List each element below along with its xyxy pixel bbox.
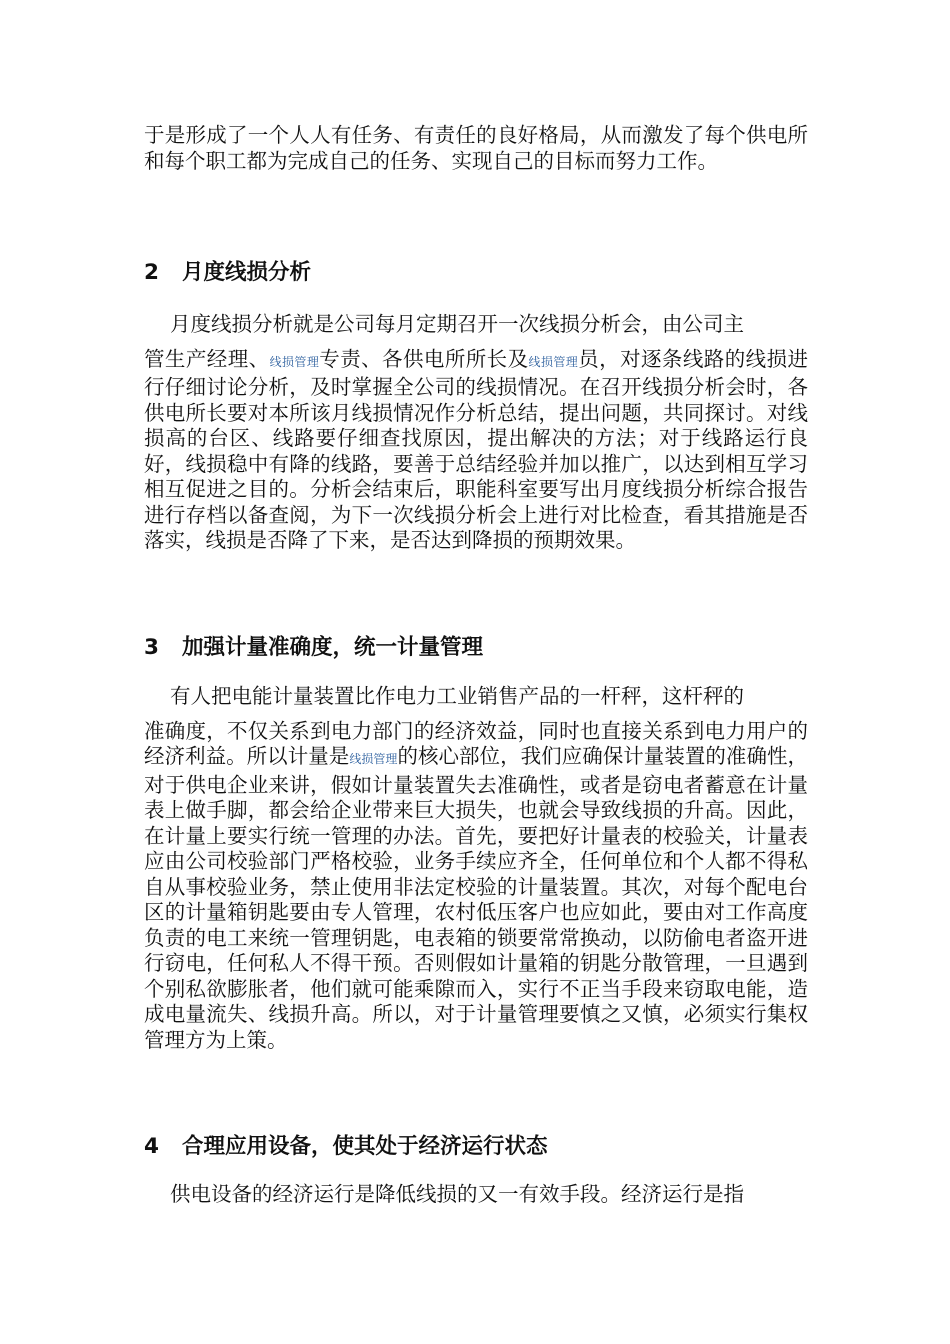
text-run: 员，对逐条线路的线损进行仔细讨论分析，及时掌握全公司的线损情况。在召开线损分析会时，各供电所长要对本所该月线损情况作分析总结，提出问题，共同探讨。对线损高的台区、线路要仔细查找原因，提出解决的方法；对于线路运行良好，线损稳中有降的线路，要善于总结经验并加以推广，以达到相互学习相互促进之目的。分析会结束后，职能科室要写出月度线损分析综合报告进行存档以备查阅，为下一次线损分析会上进行对比检查，看其措施是否落实，线损是否降了下来，是否达到降损的预期效果。 — [144, 346, 808, 552]
line-loss-management-link[interactable]: 线损管理 — [528, 354, 579, 369]
paragraph-first-line: 供电设备的经济运行是降低线损的又一有效手段。经济运行是指 — [170, 1182, 744, 1206]
line-loss-management-link[interactable]: 线损管理 — [349, 752, 398, 766]
section-heading-2 — [144, 259, 808, 287]
section-number: 2 — [144, 260, 159, 285]
section-number: 3 — [144, 635, 159, 660]
paragraph-first-line: 有人把电能计量装置比作电力工业销售产品的一杆秤，这杆秤的 — [170, 684, 744, 708]
paragraph-metering — [144, 684, 808, 1053]
text-run: 专责、各供电所所长及 — [319, 346, 529, 371]
line-loss-management-link[interactable]: 线损管理 — [269, 354, 320, 369]
section-title: 合理应用设备，使其处于经济运行状态 — [182, 1134, 548, 1159]
section-title: 加强计量准确度，统一计量管理 — [182, 635, 484, 660]
text-run: 管生产经理、 — [144, 346, 270, 371]
text-run: 准确度，不仅关系到电力部门的经济效益，同时也直接关系到电力用户的经济利益。所以计量是 — [144, 718, 808, 768]
section-heading-4 — [144, 1133, 808, 1161]
paragraph-first-line: 月度线损分析就是公司每月定期召开一次线损分析会，由公司主 — [170, 312, 744, 336]
text-run: 的核心部位，我们应确保计量装置的准确性，对于供电企业来讲，假如计量装置失去准确性，或者是窃电者蓄意在计量表上做手脚，都会给企业带来巨大损失，也就会导致线损的升高。因此，在计量上要实行统一管理的办法。首先，要把好计量表的校验关，计量表应由公司校验部门严格校验，业务手续应齐全，任何单位和个人都不得私自从事校验业务，禁止使用非法定校验的计量装置。其次，对每个配电台区的计量箱钥匙要由专人管理，农村低压客户也应如此，要由对工作高度负责的电工来统一管理钥匙，电表箱的锁要常常换动，以防偷电者盗开进行窃电，任何私人不得干预。否则假如计量箱的钥匙分散管理，一旦遇到个别私欲膨胀者，他们就可能乘隙而入，实行不正当手段来窃取电能，造成电量流失、线损升高。所以，对于计量管理要慎之又慎，必须实行集权管理方为上策。 — [144, 744, 809, 1052]
section-number: 4 — [144, 1134, 159, 1159]
paragraph-economic-operation — [144, 1182, 808, 1217]
paragraph-continuation: 于是形成了一个人人有任务、有责任的良好格局，从而激发了每个供电所和每个职工都为完成自己的任务、实现自己的目标而努力工作。 — [144, 123, 808, 173]
section-title: 月度线损分析 — [182, 260, 312, 285]
paragraph-monthly-analysis — [144, 312, 808, 554]
section-heading-3 — [144, 634, 808, 662]
